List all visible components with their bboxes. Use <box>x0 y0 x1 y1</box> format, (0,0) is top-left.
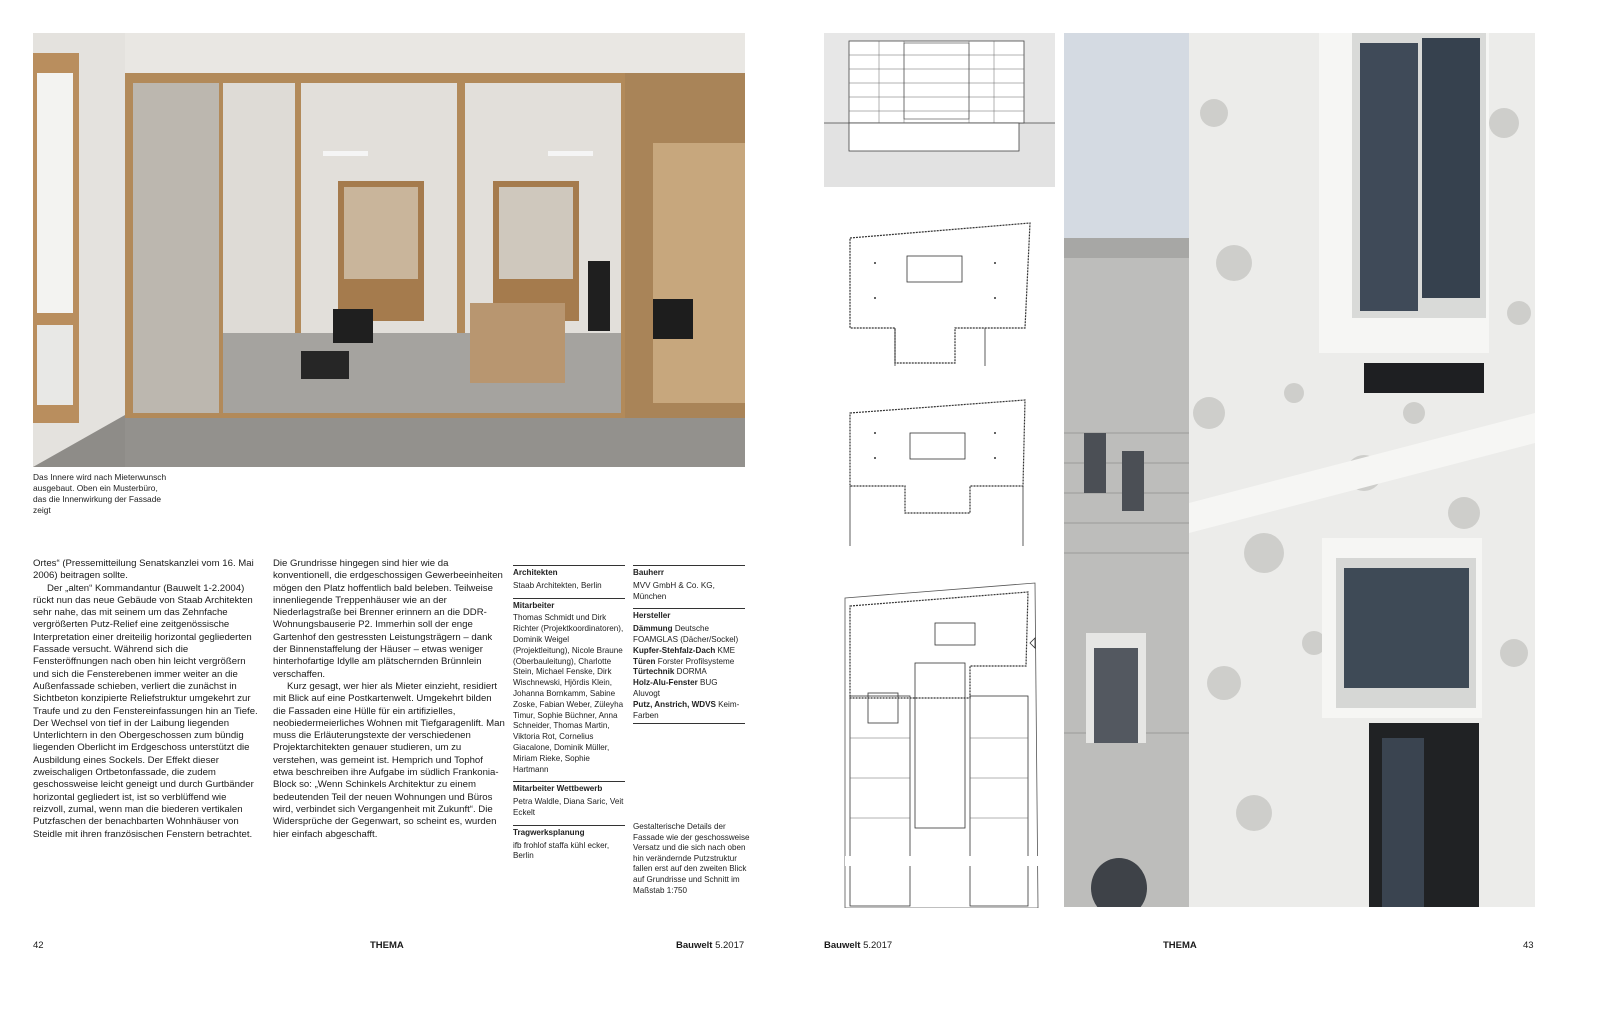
credit-text: Thomas Schmidt und Dirk Richter (Projektkoordinatoren), Dominik Weigel (Projektleitung), Nicole Braune (Oberbauleitung), Charlotte Stein, Michael Fenske, Dirk Wischnewski, Hjördis Klein, Johanna Bornkamm, Sabine Zoske, Fabian Weber, Züleyha Timur, Sophie Büchner, Anna Schneider, Thomas Martin, Viktoria Rot, Cornelius Giacalone, Dominik Müller, Miriam Rieke, Sophie Hartmann <box>513 613 624 774</box>
floor-plan-middle <box>845 398 1035 546</box>
paragraph: Der „alten“ Kommandantur (Bauwelt 1-2.2004) rückt nun das neue Gebäude von Staab Architekten sehr nahe, das mit seinem um das Zehnfache vergrößerten Putz-Relief eine zeitgenössische Interpretation einer dreiteilig horizontal gegliederten Fassade versucht. Während sich die Fensteröffnungen nach oben hin leicht vergrößern und sich die Fensterebenen immer weiter an die Außenfassade schieben, verliert die zunächst in Sichtbeton konzipierte Reliefstruktur umgekehrt zur Traufe und zu den Fenstereinfassungen hin an Tiefe. Der Wechsel von tief in der Laibung liegenden Unterlichtern in den Obergeschossen zum bündig liegenden Oberlicht im Erdgeschoss unterstützt die Ausbildung eines Sockels. Der Effekt dieser zweischaligen Ortbetonfassade, die zudem geschossweise leicht geneigt und durch Gurtbänder horizontal gegliedert ist, ist so verblüffend wie reizvoll, zumal, wenn man die biederen vertikalen Putzfaschen der benachbarten Wohnhäuser von Steidle mit ihren französischen Fenstern betrachtet. <box>33 582 258 840</box>
building-section-drawing <box>824 33 1055 187</box>
facade-photo <box>1064 33 1535 907</box>
interior-office-photo <box>33 33 745 467</box>
manufacturer-item: Kupfer-Stehfalz-Dach KME <box>633 645 736 655</box>
credit-block <box>513 781 625 818</box>
drawings-caption: Gestalterische Details der Fassade wie der geschossweise Versatz und die sich nach oben hin verändernde Putzstruktur fallen erst auf den zweiten Blick auf Grundrisse und Schnitt im Maßstab 1:750 <box>633 822 750 895</box>
project-credits-column-a <box>513 565 625 868</box>
credit-block <box>633 608 745 724</box>
paragraph: Die Grundrisse hingegen sind hier wie da konventionell, die erdgeschossigen Gewerbeeinheiten mögen den Platz hoffentlich bald beleben. Teilweise innenliegende Treppenhäuser wie an der Niederlagstraße bei Brenner erinnern an die DDR-Wohnungsbauserie P2. Immerhin soll der enge Gartenhof den gestressten Leistungsträgern – dank der Binnenstaffelung der Häuser – etwas weniger hinterhofartige Idylle am plätschernden Brünnlein verschaffen. <box>273 558 503 680</box>
credit-text: MVV GmbH & Co. KG, München <box>633 580 715 601</box>
manufacturer-item: Putz, Anstrich, WDVS Keim-Farben <box>633 699 740 720</box>
magazine-issue-left: Bauwelt 5.2017 <box>676 940 745 951</box>
floor-plan-upper <box>845 218 1035 366</box>
credit-heading: Architekten <box>513 568 558 577</box>
credit-heading: Hersteller <box>633 611 671 621</box>
paragraph: Ortes“ (Pressemitteilung Senatskanzlei vom 16. Mai 2006) beitragen sollte. <box>33 558 254 582</box>
article-column-2 <box>273 558 505 841</box>
manufacturer-item: Dämmung Deutsche FOAMGLAS (Dächer/Sockel) <box>633 624 739 644</box>
credit-text: Petra Waldle, Diana Saric, Veit Eckelt <box>513 797 624 817</box>
floor-plan-ground <box>840 578 1045 908</box>
paragraph: Kurz gesagt, wer hier als Mieter einzieht, residiert mit Blick auf eine Postkartenwelt. Umgekehrt bilden die Fassaden eine Hülle für ein artifizielles, neobiedermeierliches Wohnen mit Tiefgaragenlift. Man muss die Erläuterungstexte der verschiedenen Projektarchitekten genauer studieren, um zu verstehen, was gemeint ist. Hemprich und Tophof etwa beschreiben ihre Aufgabe im südlich Frankonia-Block so: „Wenn Schinkels Architektur zu einem bedeutenden Teil der neuen Wohnungen und Büros wird, verbindet sich Vergangenheit mit Zukunft“. Die Widersprüche der Gegenwart, so scheint es, wurden hier einfach abgeschafft. <box>273 680 505 840</box>
page-number-right: 43 <box>1523 940 1534 951</box>
section-label-right: THEMA <box>1163 940 1197 951</box>
credit-heading: Bauherr <box>633 568 665 577</box>
manufacturer-item: Türen Forster Profilsysteme <box>633 656 735 666</box>
credit-block <box>633 565 745 602</box>
page-number-left: 42 <box>33 940 44 951</box>
manufacturer-item: Holz-Alu-Fenster BUG Aluvogt <box>633 678 718 698</box>
manufacturer-item: Türtechnik DORMA <box>633 667 707 677</box>
credit-text: ifb frohlof staffa kühl ecker, Berlin <box>513 840 610 861</box>
project-credits-column-b <box>633 565 745 730</box>
credit-block <box>513 598 625 776</box>
interior-photo-caption: Das Innere wird nach Mieterwunsch ausgebaut. Oben ein Musterbüro, das die Innenwirkung der Fassade zeigt <box>33 472 167 515</box>
credit-block <box>513 825 625 862</box>
credit-block <box>513 565 625 592</box>
section-label-left: THEMA <box>370 940 404 951</box>
credit-heading: Mitarbeiter <box>513 600 555 610</box>
magazine-issue-right: Bauwelt 5.2017 <box>824 940 893 951</box>
credit-text: Staab Architekten, Berlin <box>513 580 602 590</box>
credit-heading: Mitarbeiter Wettbewerb <box>513 784 603 794</box>
credit-heading: Tragwerksplanung <box>513 827 585 837</box>
article-column-1 <box>33 558 261 841</box>
